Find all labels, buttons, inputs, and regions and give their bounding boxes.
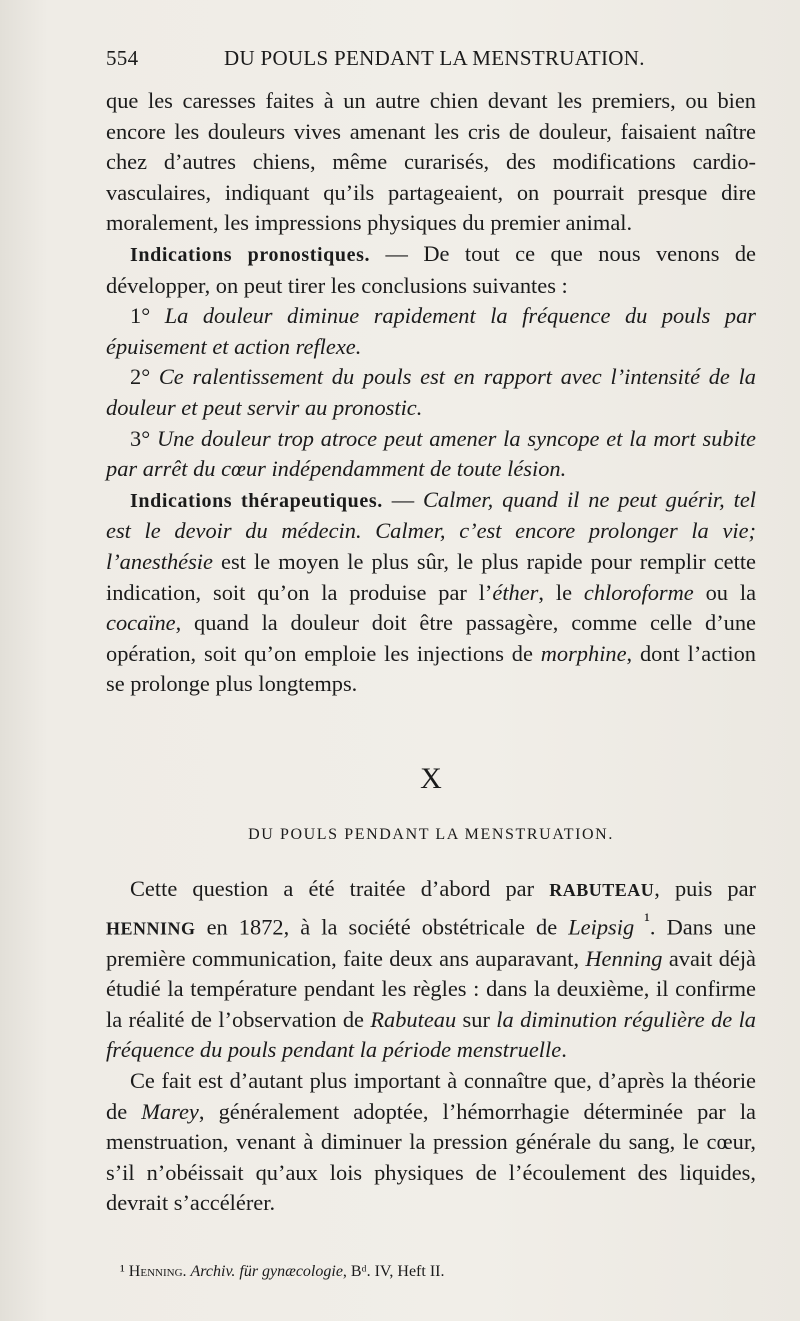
author-rabuteau: RABUTEAU [549,880,655,900]
paragraph-continuation: que les caresses faites à un autre chien devant les premiers, ou bien encore les douleurs vives amenant les cris de douleur, faisaient naître chez d’autres chiens, même curarisés, des modifications cardio-vasculaires, indiquant qu’ils partageaient, on pourrait presque dire moralement, les impressions physiques du premier animal. [106,88,756,236]
running-head: DU POULS PENDANT LA MENSTRUATION. [224,46,645,70]
therapeutic-dash: — [382,486,423,512]
prognostic-indications-paragraph [106,239,756,301]
body-text-lower [106,874,756,1219]
therapeutic-ether: éther [492,579,539,605]
therapeutic-text-5: , dont l’action se prolonge plus longtemps. [106,640,756,697]
conclusion-3-text: Une douleur trop atroce peut amener la syncope et la mort subite par arrêt du cœur indépendamment de toute lésion. [106,425,756,482]
therapeutic-text-1: est le moyen le plus sûr, le plus rapide pour remplir cette indication, soit qu’on la produise par l’ [106,548,756,605]
footnote-author: Henning [128,1263,183,1280]
therapeutic-text-4: , quand la douleur doit être passagère, comme celle d’une opération, soit qu’on emploie les injections de [106,610,756,666]
conclusion-3 [106,424,756,485]
therapeutic-chloroform: chloroforme [583,579,694,605]
conclusion-1-text: La douleur diminue rapidement la fréquence du pouls par épuisement et action reflexe. [106,303,757,359]
author-henning: HENNING [106,918,196,939]
conclusion-2-number: 2° [130,364,159,390]
conclusion-3-number: 3° [130,425,157,451]
footnote [120,1263,760,1281]
footnote-text-1: . [182,1263,191,1280]
name-henning: Henning [585,945,663,971]
body-text-upper [106,86,756,700]
prognostic-intro: — De tout ce que nous venons de développer, on peut tirer les conclusions suivantes : [106,240,756,298]
conclusion-1-number: 1° [130,303,165,329]
p3-text-1: Ce fait est d’autant plus important à connaître que, d’après la théorie de [106,1068,756,1124]
conclusion-1 [106,301,756,362]
p2-text-1: Cette question a été traitée d’abord par [130,876,550,901]
p2-text-4: . Dans une première communication, faite deux ans auparavant, [106,914,756,971]
p2-text-6: sur [456,1006,497,1032]
conclusion-2-text: Ce ralentissement du pouls est en rapport avec l’intensité de la douleur et peut servir au pronostic. [106,364,756,420]
therapeutic-italic-1: Calmer, quand il ne peut guérir, tel est le devoir du médecin. Calmer, c’est encore prolonger la vie; l’anesthésie [106,486,756,574]
conclusion-2 [106,362,756,423]
therapeutic-indications-paragraph [106,485,756,700]
p2-text-3: en 1872, à la société obstétricale de [195,914,569,940]
footnote-reference: ¹ [634,909,650,931]
footnote-journal: Archiv. für gynæcologie [190,1263,343,1280]
p2-text-7: . [561,1037,567,1063]
chapter-title: DU POULS PENDANT LA MENSTRUATION. [248,826,614,843]
p2-text-2: , puis par [654,876,757,901]
footnote-text-2: , Bᵈ. IV, Heft II. [342,1263,445,1280]
name-marey: Marey [141,1098,199,1124]
therapeutic-text-2: , le [538,579,584,605]
menstruation-paragraph-2 [106,1066,756,1219]
page-header [106,46,756,76]
therapeutic-heading: Indications thérapeutiques. [130,489,383,512]
therapeutic-cocaine: cocaïne [106,610,176,636]
p2-italic-phrase: la diminution régulière de la fréquence du pouls pendant la période menstruelle [106,1006,756,1063]
menstruation-paragraph-1 [106,874,756,1066]
page-number: 554 [106,46,139,70]
name-rabuteau: Rabuteau [370,1006,457,1032]
prognostic-heading: Indications pronostiques. [130,243,371,266]
p2-text-5: avait déjà étudié la température pendant les règles : dans la deuxième, il confirme la réalité de l’observation de [106,945,756,1032]
chapter-number: X [420,762,442,795]
therapeutic-morphine: morphine [540,640,627,666]
therapeutic-text-3: ou la [693,579,757,605]
p3-text-2: , généralement adoptée, l’hémorrhagie déterminée par la menstruation, venant à diminuer la pression générale du sang, le cœur, s’il n’obéissait qu’aux lois physiques de l’écoulement des liquides, devrait s’accélérer. [106,1098,756,1216]
footnote-mark: ¹ [120,1263,129,1280]
place-leipsig: Leipsig [568,914,635,940]
